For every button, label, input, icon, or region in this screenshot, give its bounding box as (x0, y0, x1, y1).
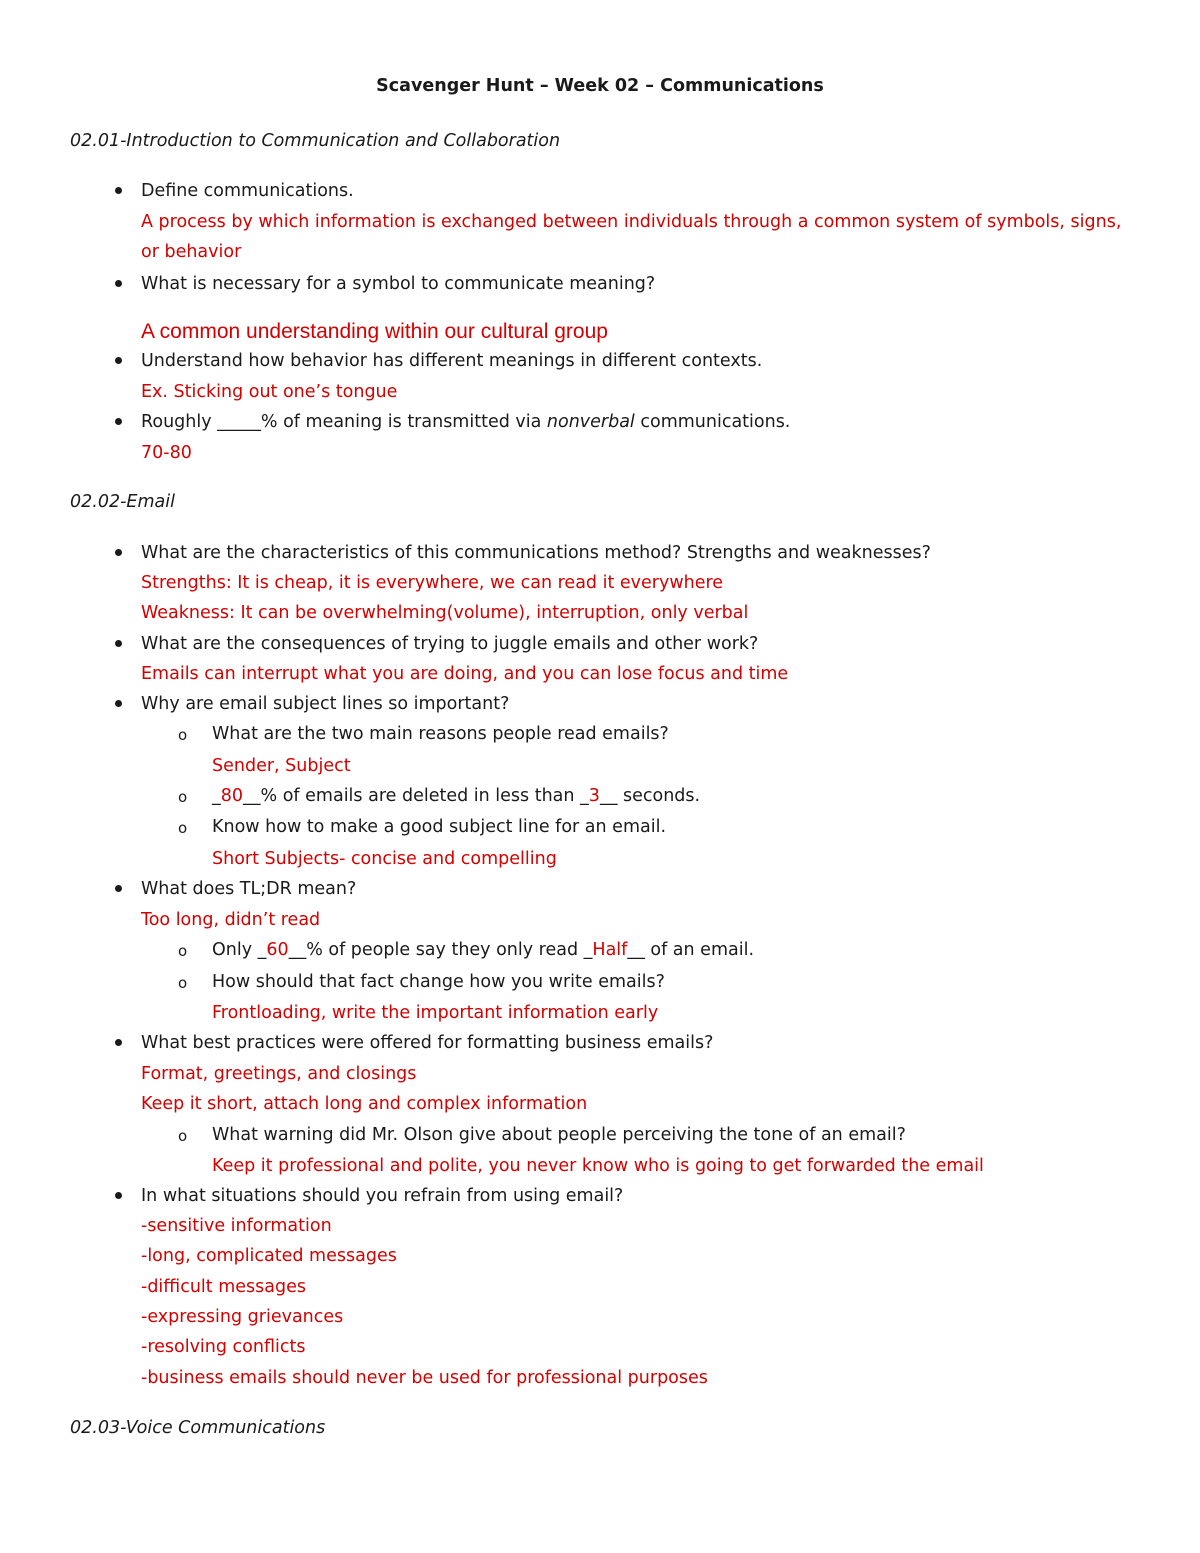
question-read-half (212, 938, 754, 962)
answer-behavior: Ex. Sticking out one’s tongue (141, 382, 398, 402)
answer-nonverbal: 70-80 (141, 443, 192, 463)
question-good-subject: Know how to make a good subject line for an email. (212, 817, 667, 837)
sub-bullet-icon: o (178, 788, 188, 806)
answer-best-practices-2: Keep it short, attach long and complex information (141, 1094, 588, 1114)
question-tone-warning: What warning did Mr. Olson give about people perceiving the tone of an email? (212, 1125, 906, 1145)
bullet-icon (115, 549, 122, 556)
bullet-icon (115, 357, 122, 364)
sub-bullet-icon: o (178, 819, 188, 837)
answer-read-reasons: Sender, Subject (212, 756, 351, 776)
answer-refrain-item: -expressing grievances (141, 1307, 344, 1327)
bullet-icon (115, 280, 122, 287)
deleted-text-1: _ (212, 786, 221, 806)
question-nonverbal-post: communications. (634, 412, 791, 432)
read-half-text-3: __ of an email. (627, 940, 755, 960)
answer-strengths: Strengths: It is cheap, it is everywhere, we can read it everywhere (141, 573, 724, 593)
deleted-text-3: __ seconds. (599, 786, 701, 806)
answer-tone-warning: Keep it professional and polite, you never know who is going to get forwarded the email (212, 1156, 984, 1176)
answer-symbol: A common understanding within our cultural group (141, 320, 608, 343)
answer-weakness: Weakness: It can be overwhelming(volume), interruption, only verbal (141, 603, 749, 623)
answer-juggle: Emails can interrupt what you are doing, and you can lose focus and time (141, 664, 789, 684)
answer-best-practices-1: Format, greetings, and closings (141, 1064, 417, 1084)
answer-write-change: Frontloading, write the important information early (212, 1003, 659, 1023)
bullet-icon (115, 700, 122, 707)
question-read-reasons: What are the two main reasons people read emails? (212, 724, 669, 744)
answer-define-line1: A process by which information is exchanged between individuals through a common system of symbols, signs, (141, 212, 1122, 232)
read-half-text-2: __% of people say they only read _ (288, 940, 593, 960)
read-half-percent-value: 60 (266, 940, 289, 960)
bullet-icon (115, 187, 122, 194)
sub-bullet-icon: o (178, 1127, 188, 1145)
question-tldr: What does TL;DR mean? (141, 879, 357, 899)
question-behavior: Understand how behavior has different meanings in different contexts. (141, 351, 763, 371)
bullet-icon (115, 885, 122, 892)
deleted-seconds-value: 3 (588, 786, 600, 806)
question-juggle: What are the consequences of trying to juggle emails and other work? (141, 634, 759, 654)
deleted-percent-value: 80 (220, 786, 244, 806)
question-symbol: What is necessary for a symbol to communicate meaning? (141, 274, 656, 294)
question-best-practices: What best practices were offered for formatting business emails? (141, 1033, 714, 1053)
answer-refrain-item: -business emails should never be used for professional purposes (141, 1368, 708, 1388)
sub-bullet-icon: o (178, 974, 188, 992)
question-nonverbal-emphasis: nonverbal (546, 412, 635, 432)
document-title: Scavenger Hunt – Week 02 – Communications (376, 76, 824, 96)
answer-tldr: Too long, didn’t read (141, 910, 321, 930)
section-heading-voice: 02.03-Voice Communications (70, 1418, 326, 1438)
bullet-icon (115, 418, 122, 425)
section-heading-email: 02.02-Email (70, 492, 175, 512)
bullet-icon (115, 1039, 122, 1046)
bullet-icon (115, 1192, 122, 1199)
answer-refrain-item: -resolving conflicts (141, 1337, 306, 1357)
question-nonverbal (141, 410, 790, 434)
bullet-icon (115, 640, 122, 647)
sub-bullet-icon: o (178, 726, 188, 744)
answer-refrain-item: -sensitive information (141, 1216, 332, 1236)
answer-refrain-item: -long, complicated messages (141, 1246, 397, 1266)
question-characteristics: What are the characteristics of this communications method? Strengths and weaknesses? (141, 543, 931, 563)
read-half-amount-value: Half (592, 940, 628, 960)
answer-define-line2: or behavior (141, 242, 242, 262)
read-half-text-1: Only _ (212, 940, 267, 960)
question-subject-lines: Why are email subject lines so important? (141, 694, 510, 714)
section-heading-intro: 02.01-Introduction to Communication and Collaboration (70, 131, 561, 151)
question-nonverbal-pre: Roughly _____% of meaning is transmitted via (141, 412, 547, 432)
sub-bullet-icon: o (178, 942, 188, 960)
answer-refrain-item: -difficult messages (141, 1277, 306, 1297)
deleted-text-2: __% of emails are deleted in less than _ (243, 786, 589, 806)
question-write-change: How should that fact change how you write emails? (212, 972, 665, 992)
question-define: Define communications. (141, 181, 354, 201)
answer-good-subject: Short Subjects- concise and compelling (212, 849, 557, 869)
question-deleted-emails (212, 784, 700, 808)
question-refrain: In what situations should you refrain from using email? (141, 1186, 624, 1206)
